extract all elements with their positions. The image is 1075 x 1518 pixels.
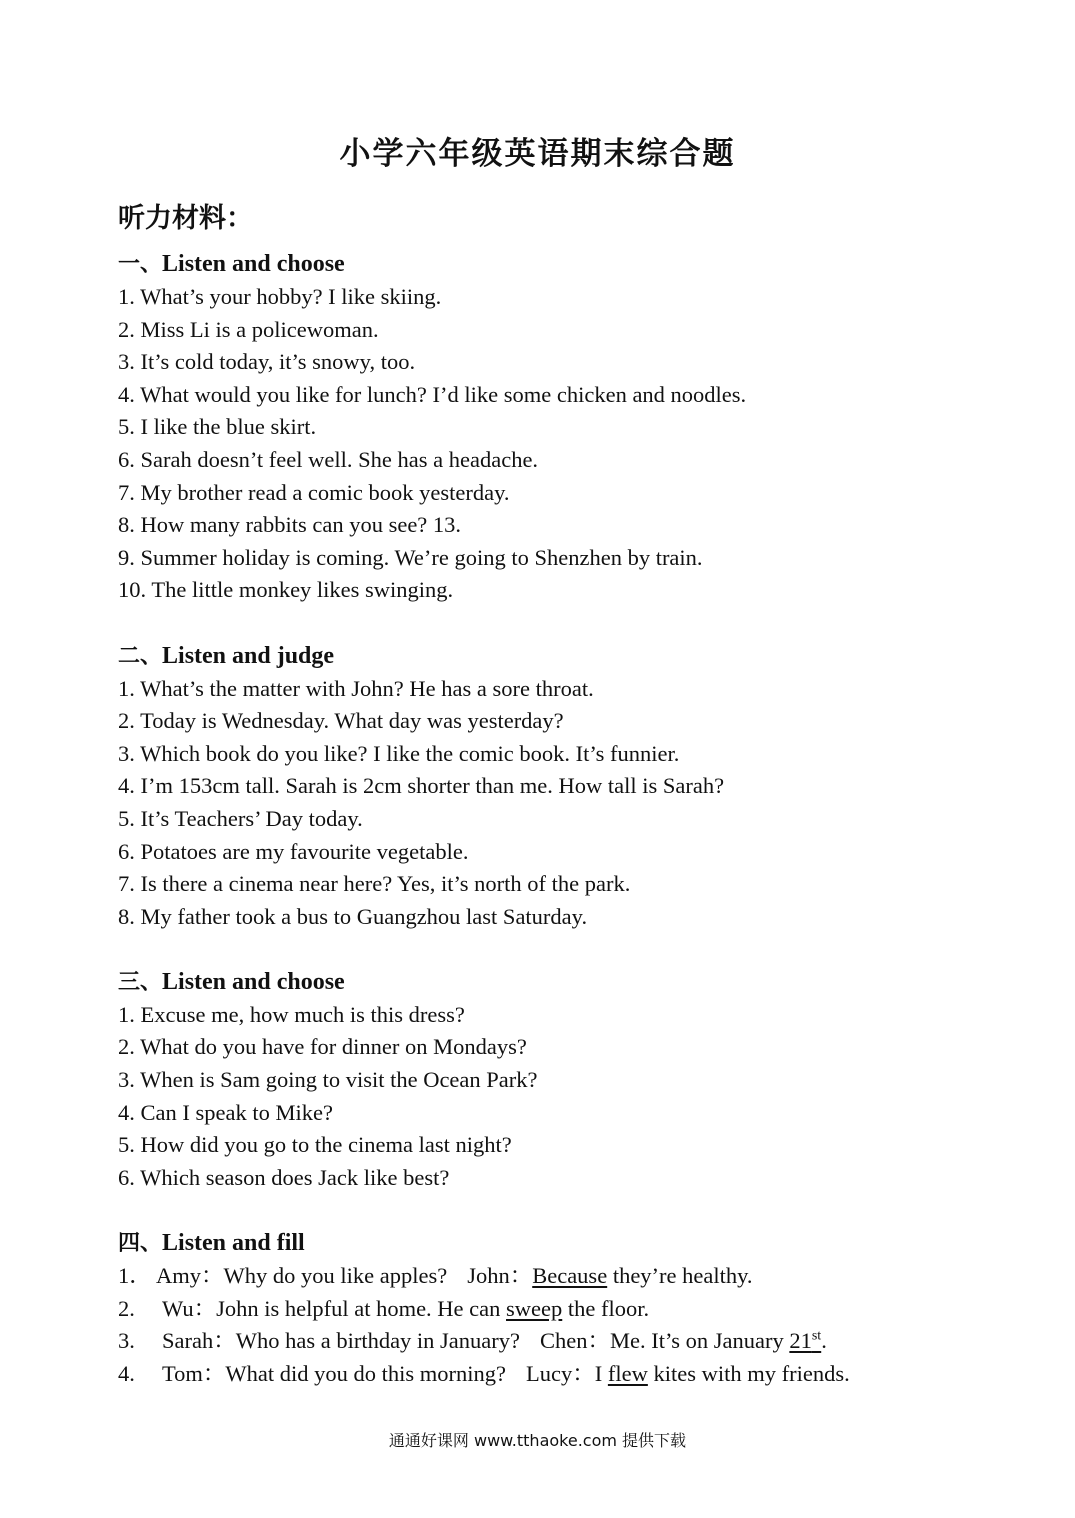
section-name: Listen and judge xyxy=(162,642,335,669)
list-item: 5. It’s Teachers’ Day today. xyxy=(118,805,363,831)
section-title xyxy=(118,966,1018,999)
item-number: 4. xyxy=(118,1360,135,1386)
spacer xyxy=(118,933,1018,966)
list-item: 2. Miss Li is a policewoman. xyxy=(118,316,379,342)
list-item: 5. I like the blue skirt. xyxy=(118,414,317,440)
list-item: 1. Excuse me, how much is this dress? xyxy=(118,1001,465,1027)
page-footer: 通通好课网 www.tthaoke.com 提供下载 xyxy=(388,1431,687,1450)
answer-blank: flew xyxy=(607,1360,648,1386)
answer-text: 21 xyxy=(789,1328,812,1354)
speaker-line-suffix: they’re healthy. xyxy=(607,1263,753,1289)
speaker-line: Tom：What did you do this morning? xyxy=(162,1360,507,1386)
item-number: 1． xyxy=(118,1263,152,1289)
speaker-line: Amy：Why do you like apples? xyxy=(156,1263,448,1289)
fill-item xyxy=(118,1260,1018,1293)
document-content xyxy=(118,248,1018,1390)
fill-item xyxy=(118,1293,1018,1326)
list-item: 4. I’m 153cm tall. Sarah is 2cm shorter than me. How tall is Sarah? xyxy=(118,773,725,799)
answer-superscript: st xyxy=(811,1328,822,1344)
list-item: 7. Is there a cinema near here? Yes, it’s north of the park. xyxy=(118,871,631,897)
list-item: 6. Potatoes are my favourite vegetable. xyxy=(118,838,469,864)
list-item: 3. It’s cold today, it’s snowy, too. xyxy=(118,349,416,375)
section-3 xyxy=(118,966,1018,1195)
speaker-line-suffix: . xyxy=(821,1328,827,1354)
section-2 xyxy=(118,640,1018,934)
list-item: 4. Can I speak to Mike? xyxy=(118,1099,333,1125)
list-item: 2. What do you have for dinner on Mondays? xyxy=(118,1034,527,1060)
item-number: 3. xyxy=(118,1328,135,1354)
list-item: 1. What’s your hobby? I like skiing. xyxy=(118,284,442,309)
list-item: 3. Which book do you like? I like the comic book. It’s funnier. xyxy=(118,740,680,766)
section-title xyxy=(118,640,1018,673)
list-item: 8. How many rabbits can you see? 13. xyxy=(118,512,462,538)
speaker-line-prefix: Wu：John is helpful at home. He can xyxy=(162,1295,507,1321)
section-heading-listening-material: 听力材料： xyxy=(118,203,253,234)
page-title: 小学六年级英语期末综合题 xyxy=(339,136,736,172)
speaker-line: Sarah：Who has a birthday in January? xyxy=(162,1328,521,1354)
list-item: 5. How did you go to the cinema last night? xyxy=(118,1132,512,1158)
answer-blank: Because xyxy=(532,1263,608,1289)
section-1 xyxy=(118,248,1018,607)
list-item: 6. Sarah doesn’t feel well. She has a headache. xyxy=(118,446,539,472)
answer-blank xyxy=(789,1328,821,1353)
list-item: 9. Summer holiday is coming. We’re going to Shenzhen by train. xyxy=(118,544,703,570)
item-number: 2. xyxy=(118,1295,135,1321)
list-item: 8. My father took a bus to Guangzhou last Saturday. xyxy=(118,903,588,929)
spacer xyxy=(118,607,1018,640)
list-item: 4. What would you like for lunch? I’d like some chicken and noodles. xyxy=(118,381,747,407)
list-item: 1. What’s the matter with John? He has a sore throat. xyxy=(118,675,594,701)
speaker-line-suffix: kites with my friends. xyxy=(647,1360,850,1386)
answer-blank: sweep xyxy=(506,1295,563,1321)
list-item: 6. Which season does Jack like best? xyxy=(118,1164,450,1190)
fill-item xyxy=(118,1325,1018,1358)
section-name: Listen and choose xyxy=(162,968,345,995)
speaker-line-suffix: the floor. xyxy=(562,1295,650,1321)
speaker-line-prefix: Chen：Me. It’s on January xyxy=(540,1328,790,1354)
section-number: 二、 xyxy=(118,643,163,669)
section-4 xyxy=(118,1227,1018,1390)
list-item: 3. When is Sam going to visit the Ocean Park? xyxy=(118,1067,538,1093)
section-name: Listen and fill xyxy=(162,1230,305,1257)
section-title xyxy=(118,248,1018,281)
section-number: 一、 xyxy=(118,252,163,277)
speaker-line-prefix: Lucy：I xyxy=(526,1360,608,1386)
list-item: 10. The little monkey likes swinging. xyxy=(118,577,454,603)
list-item: 7. My brother read a comic book yesterday. xyxy=(118,479,510,505)
section-name: Listen and choose xyxy=(162,251,345,277)
section-title xyxy=(118,1227,1018,1260)
fill-item xyxy=(118,1358,1018,1391)
spacer xyxy=(118,1194,1018,1227)
list-item: 2. Today is Wednesday. What day was yesterday? xyxy=(118,708,564,734)
section-number: 四、 xyxy=(118,1231,163,1257)
speaker-line-prefix: John： xyxy=(467,1263,533,1289)
section-number: 三、 xyxy=(118,969,163,995)
